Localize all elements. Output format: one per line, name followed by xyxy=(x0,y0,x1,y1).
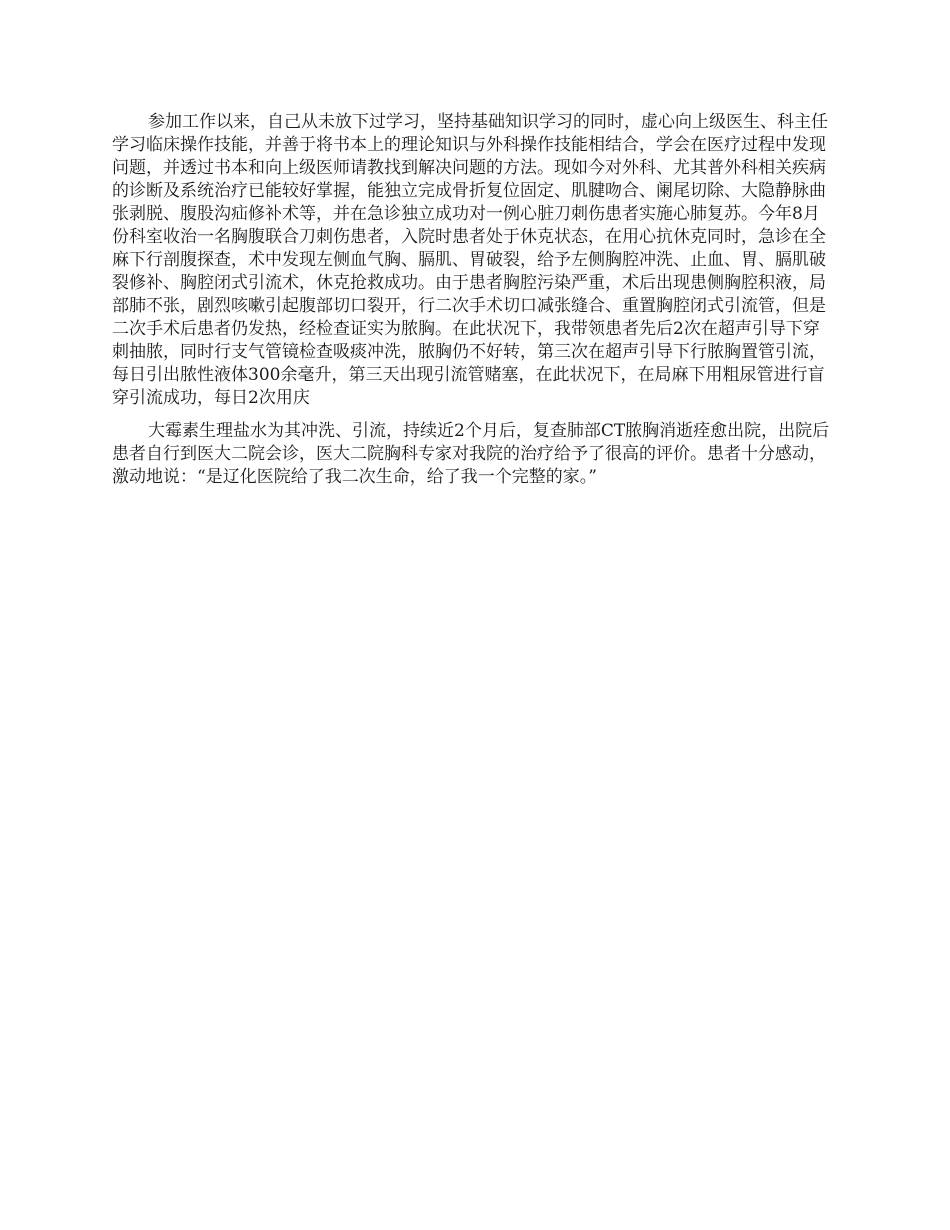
document-body xyxy=(112,111,834,499)
paragraph-2: 大霉素生理盐水为其冲洗、引流，持续近2个月后，复查肺部CT脓胸消逝痊愈出院，出院后患者自行到医大二院会诊，医大二院胸科专家对我院的治疗给予了很高的评价。患者十分感动，激动地说：“是辽化医院给了我二次生命，给了我一个完整的家。” xyxy=(112,421,830,487)
paragraph-1: 参加工作以来，自己从未放下过学习，坚持基础知识学习的同时，虚心向上级医生、科主任学习临床操作技能，并善于将书本上的理论知识与外科操作技能相结合，学会在医疗过程中发现问题，并透过书本和向上级医师请教找到解决问题的方法。现如今对外科、尤其普外科相关疾病的诊断及系统治疗已能较好掌握，能独立完成骨折复位固定、肌腱吻合、阑尾切除、大隐静脉曲张剥脱、腹股沟疝修补术等，并在急诊独立成功对一例心脏刀刺伤患者实施心肺复苏。今年8月份科室收治一名胸腹联合刀刺伤患者，入院时患者处于休克状态，在用心抗休克同时，急诊在全麻下行剖腹探查，术中发现左侧血气胸、膈肌、胃破裂，给予左侧胸腔冲洗、止血、胃、膈肌破裂修补、胸腔闭式引流术，休克抢救成功。由于患者胸腔污染严重，术后出现患侧胸腔积液，局部肺不张，剧烈咳嗽引起腹部切口裂开，行二次手术切口减张缝合、重置胸腔闭式引流管，但是二次手术后患者仍发热，经检查证实为脓胸。在此状况下，我带领患者先后2次在超声引导下穿刺抽脓，同时行支气管镜检查吸痰冲洗，脓胸仍不好转，第三次在超声引导下行脓胸置管引流，每日引出脓性液体300余毫升，第三天出现引流管赌塞，在此状况下，在局麻下用粗尿管进行盲穿引流成功，每日2次用庆 xyxy=(112,112,828,408)
